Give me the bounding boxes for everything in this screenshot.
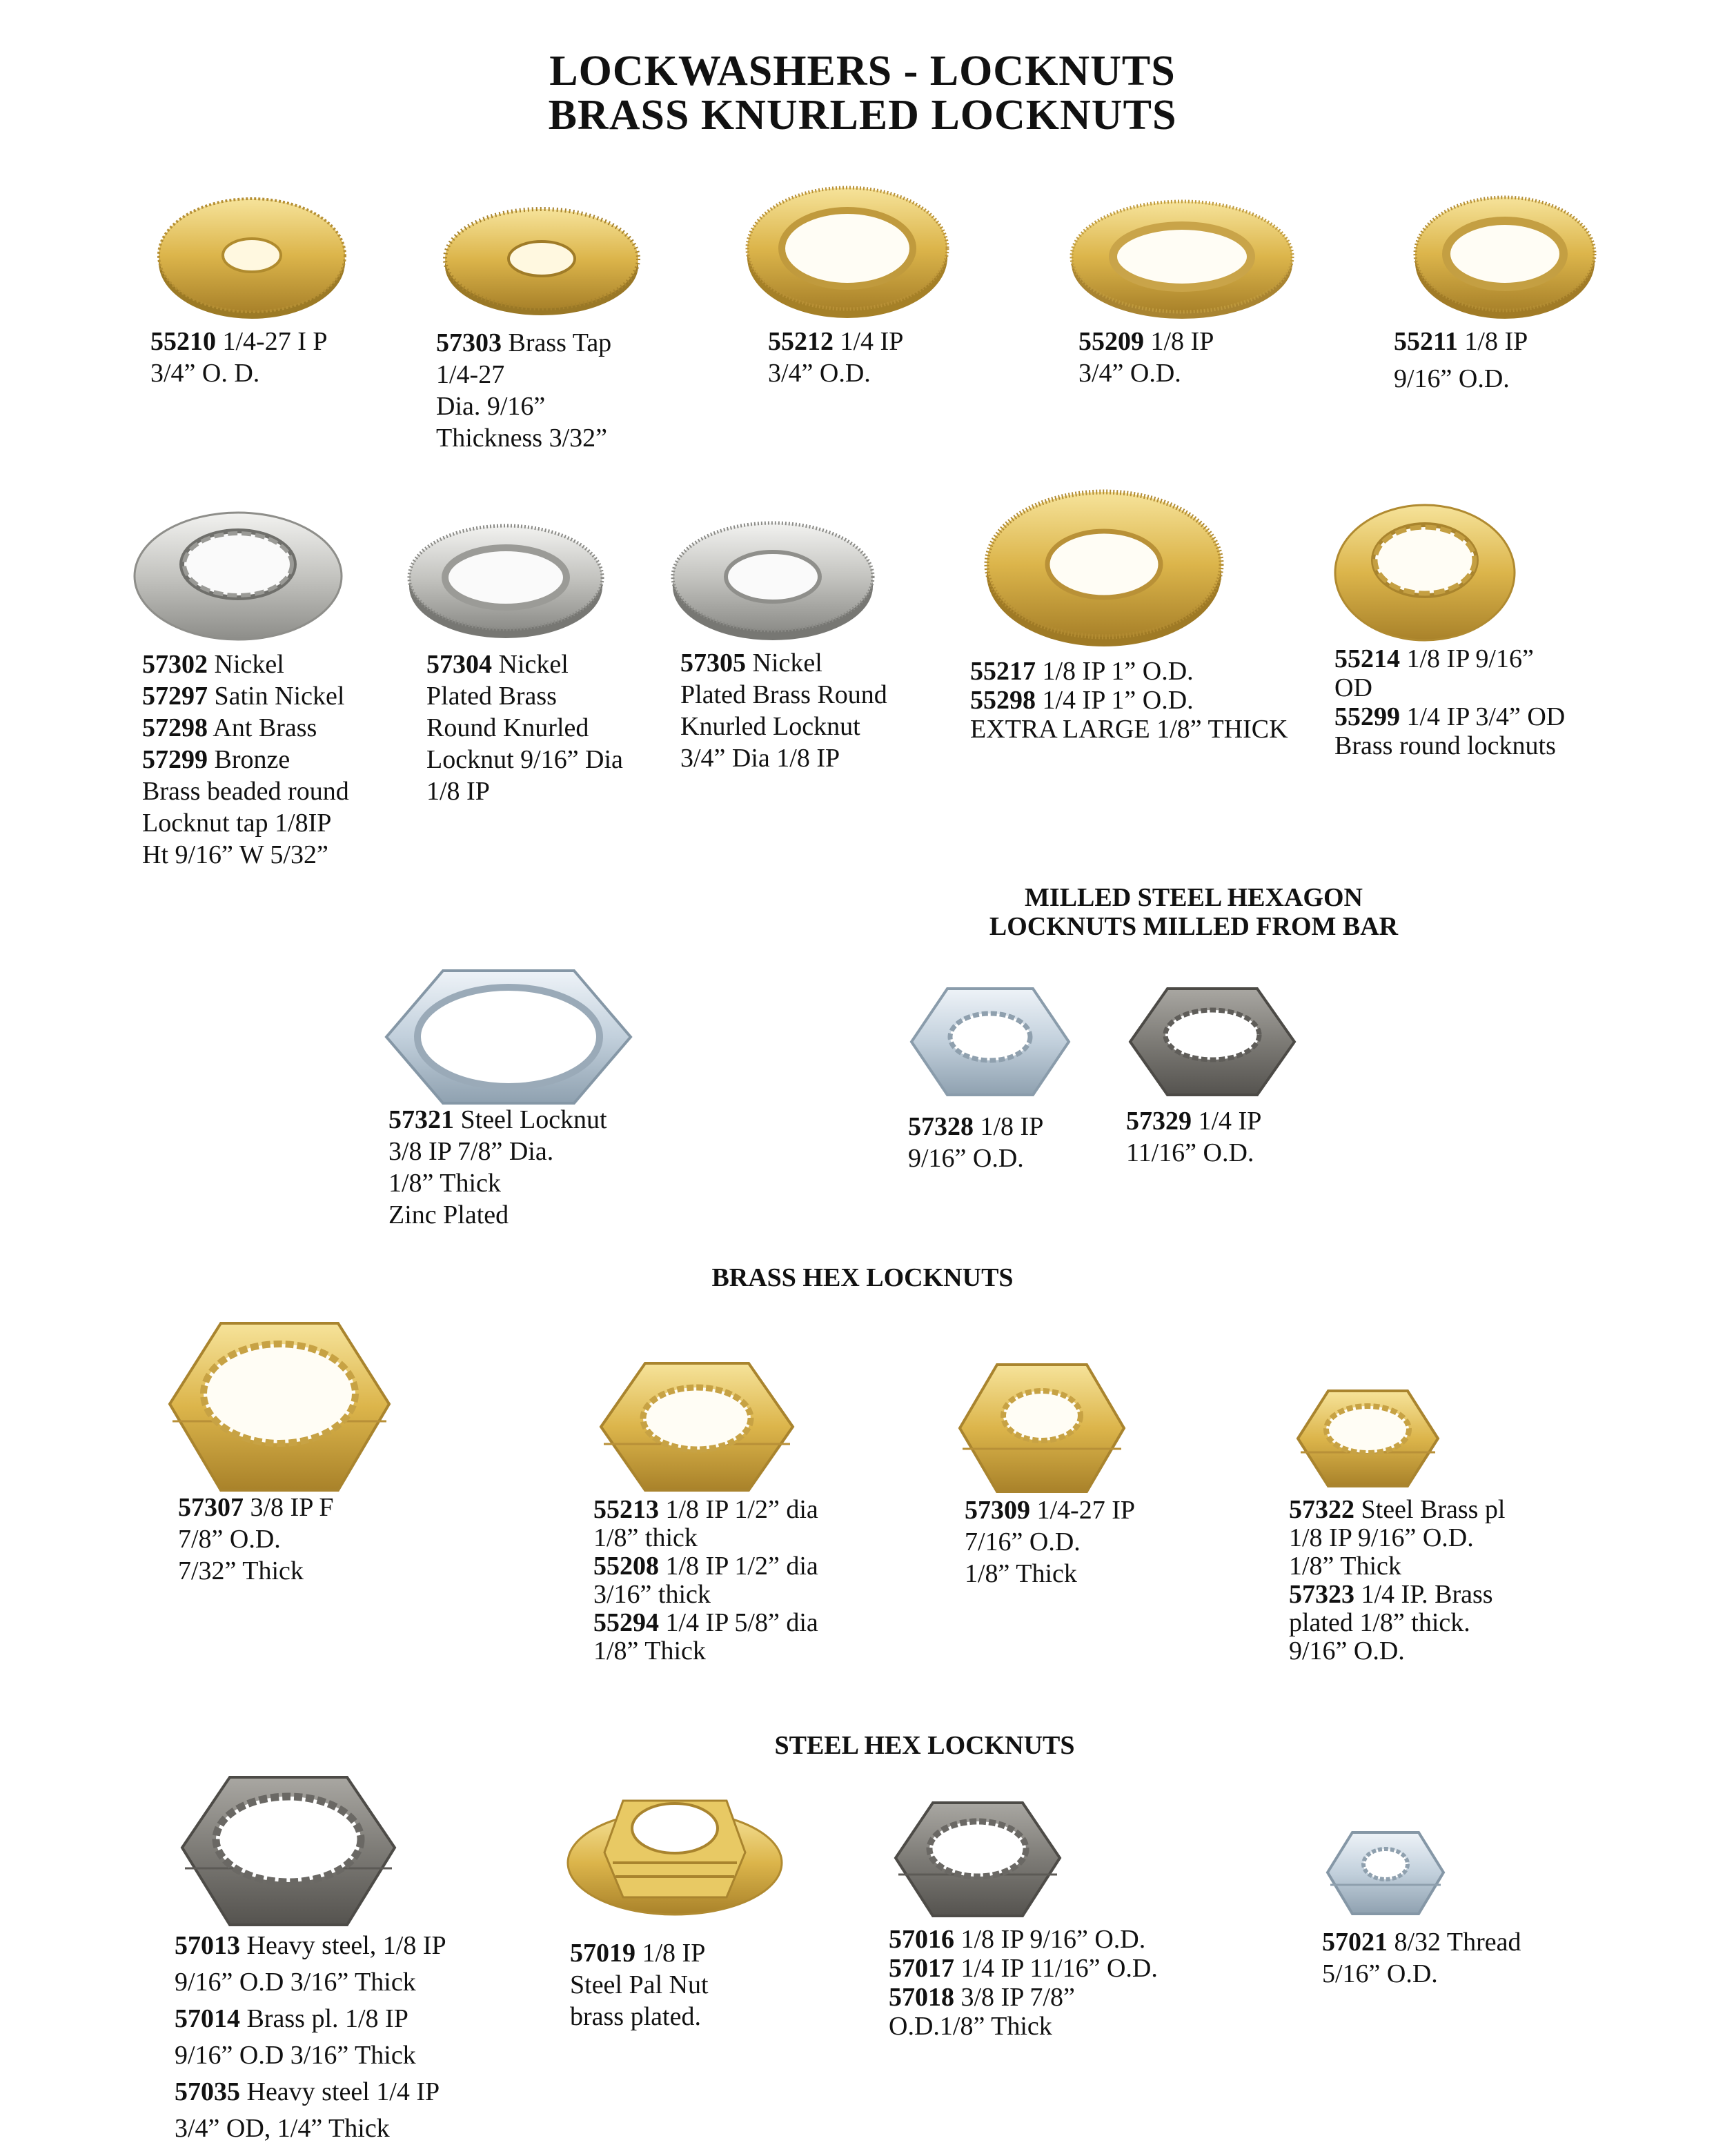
caption-55209: 55209 1/8 IP 3/4” O.D.: [1078, 327, 1214, 388]
caption-57328: 57328 1/8 IP 9/16” O.D.: [908, 1112, 1044, 1173]
caption-57303: 57303 Brass Tap 1/4-27 Dia. 9/16” Thickness 3/32”: [436, 328, 612, 453]
pal-nut-57019-image: [564, 1787, 785, 1918]
caption-55213: 55213 1/8 IP 1/2” dia 1/8” thick 55208 1/8 IP 1/2” dia 3/16” thick 55294 1/4 IP 5/8” dia 1/8” Thick: [593, 1495, 818, 1665]
beaded-locknut-57302-image: [131, 504, 345, 642]
caption-55210: 55210 1/4-27 I P 3/4” O. D.: [150, 327, 328, 388]
milled-hex-locknut-57329-image: [1126, 983, 1299, 1100]
knurled-locknut-55209-image: [1068, 193, 1296, 324]
milled-hex-locknut-57328-image: [907, 983, 1073, 1100]
steel-hex-locknut-57016-image: [891, 1797, 1064, 1921]
caption-55212: 55212 1/4 IP 3/4” O.D.: [768, 327, 904, 388]
steel-hex-nut-57021-image: [1323, 1828, 1448, 1918]
caption-57304: 57304 Nickel Plated Brass Round Knurled Locknut 9/16” Dia 1/8 IP: [426, 650, 623, 806]
section-milled-steel-heading: MILLED STEEL HEXAGON LOCKNUTS MILLED FROM BAR: [989, 883, 1399, 941]
caption-57329: 57329 1/4 IP 11/16” O.D.: [1126, 1107, 1262, 1167]
steel-hex-locknut-57013-image: [178, 1772, 399, 1930]
caption-57302: 57302 Nickel 57297 Satin Nickel 57298 Ant Brass 57299 Bronze Brass beaded round Locknut tap 1/8IP Ht 9/16” W 5/32”: [142, 650, 349, 869]
caption-57019: 57019 1/8 IP Steel Pal Nut brass plated.: [570, 1939, 709, 2031]
caption-57309: 57309 1/4-27 IP 7/16” O.D. 1/8” Thick: [965, 1496, 1135, 1588]
round-locknut-55214-image: [1332, 497, 1518, 642]
knurled-locknut-57304-image: [406, 521, 606, 642]
knurled-washer-55210-image: [155, 186, 348, 324]
brass-hex-locknut-57322-image: [1294, 1387, 1442, 1490]
caption-57322: 57322 Steel Brass pl 1/8 IP 9/16” O.D. 1/8” Thick 57323 1/4 IP. Brass plated 1/8” thick. 9/16” O.D.: [1289, 1495, 1506, 1665]
section-steel-hex-heading: STEEL HEX LOCKNUTS: [774, 1731, 1075, 1760]
hex-locknut-57321-image: [381, 962, 636, 1111]
caption-57013: 57013 Heavy steel, 1/8 IP 9/16” O.D 3/16” Thick 57014 Brass pl. 1/8 IP 9/16” O.D 3/16” Thick 57035 Heavy steel 1/4 IP 3/4” OD, 1/4” Thick: [175, 1931, 446, 2143]
brass-hex-locknut-57307-image: [166, 1318, 393, 1497]
caption-57305: 57305 Nickel Plated Brass Round Knurled Locknut 3/4” Dia 1/8 IP: [680, 649, 887, 773]
page-title-line1: LOCKWASHERS - LOCKNUTS: [549, 48, 1176, 95]
caption-57307: 57307 3/8 IP F 7/8” O.D. 7/32” Thick: [178, 1493, 334, 1585]
knurled-locknut-55212-image: [744, 178, 951, 323]
caption-57016: 57016 1/8 IP 9/16” O.D. 57017 1/4 IP 11/16” O.D. 57018 3/8 IP 7/8” O.D.1/8” Thick: [889, 1925, 1158, 2041]
caption-55217: 55217 1/8 IP 1” O.D. 55298 1/4 IP 1” O.D. EXTRA LARGE 1/8” THICK: [970, 657, 1288, 744]
knurled-washer-57303-image: [442, 197, 642, 321]
caption-57021: 57021 8/32 Thread 5/16” O.D.: [1322, 1928, 1521, 1988]
knurled-locknut-55211-image: [1412, 186, 1598, 324]
brass-hex-locknut-57309-image: [956, 1359, 1128, 1497]
extra-large-knurled-locknut-55217-image: [983, 483, 1225, 652]
knurled-locknut-57305-image: [669, 519, 876, 643]
caption-55211: 55211 1/8 IP 9/16” O.D.: [1394, 327, 1528, 393]
page-title-line2: BRASS KNURLED LOCKNUTS: [548, 92, 1177, 139]
section-brass-hex-heading: BRASS HEX LOCKNUTS: [711, 1263, 1014, 1292]
caption-55214: 55214 1/8 IP 9/16” OD 55299 1/4 IP 3/4” OD Brass round locknuts: [1334, 644, 1566, 760]
caption-57321: 57321 Steel Locknut 3/8 IP 7/8” Dia. 1/8” Thick Zinc Plated: [388, 1105, 607, 1229]
brass-hex-locknut-55213-image: [597, 1358, 797, 1496]
